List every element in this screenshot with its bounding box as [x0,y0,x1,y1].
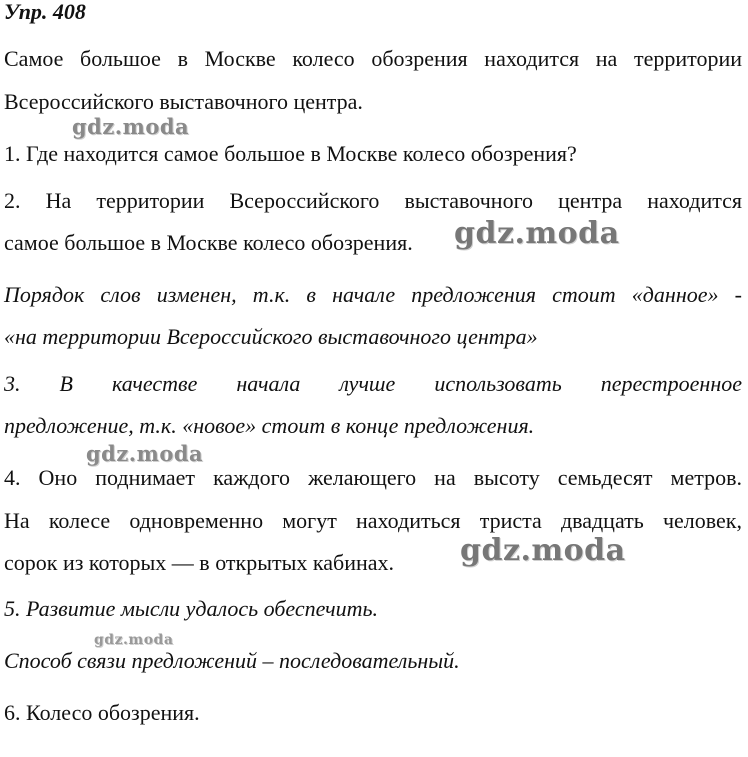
note-line: Порядок слов изменен, т.к. в начале предложения стоит «данное» - [4,282,742,307]
answer-2-line: 2. На территории Всероссийского выставочного центра находится [4,188,742,213]
answer-5: 5. Развитие мысли удалось обеспечить. [4,596,379,621]
answer-4-line: сорок из которых — в открытых кабинах. [4,550,395,575]
watermark: gdz.moda [86,441,204,466]
answer-5-note: Способ связи предложений – последовательный. [4,648,460,673]
answer-4-line: 4. Оно поднимает каждого желающего на высоту семьдесят метров. [4,465,742,490]
watermark: gdz.moda [94,632,174,648]
note-line: «на территории Всероссийского выставочного центра» [4,324,538,349]
answer-1: 1. Где находится самое большое в Москве колесо обозрения? [4,141,577,166]
answer-4-line: На колесе одновременно могут находиться триста двадцать человек, [4,508,742,533]
watermark: gdz.moda [460,533,626,568]
answer-3-line: предложение, т.к. «новое» стоит в конце предложения. [4,413,535,438]
answer-3-line: 3. В качестве начала лучше использовать перестроенное [4,371,742,396]
answer-6: 6. Колесо обозрения. [4,700,200,725]
watermark: gdz.moda [72,114,190,139]
paragraph-line: Всероссийского выставочного центра. [4,89,363,114]
watermark: gdz.moda [454,216,620,251]
paragraph-line: Самое большое в Москве колесо обозрения находится на территории [4,46,742,71]
exercise-title: Упр. 408 [4,0,86,24]
answer-2-line: самое большое в Москве колесо обозрения. [4,230,413,255]
